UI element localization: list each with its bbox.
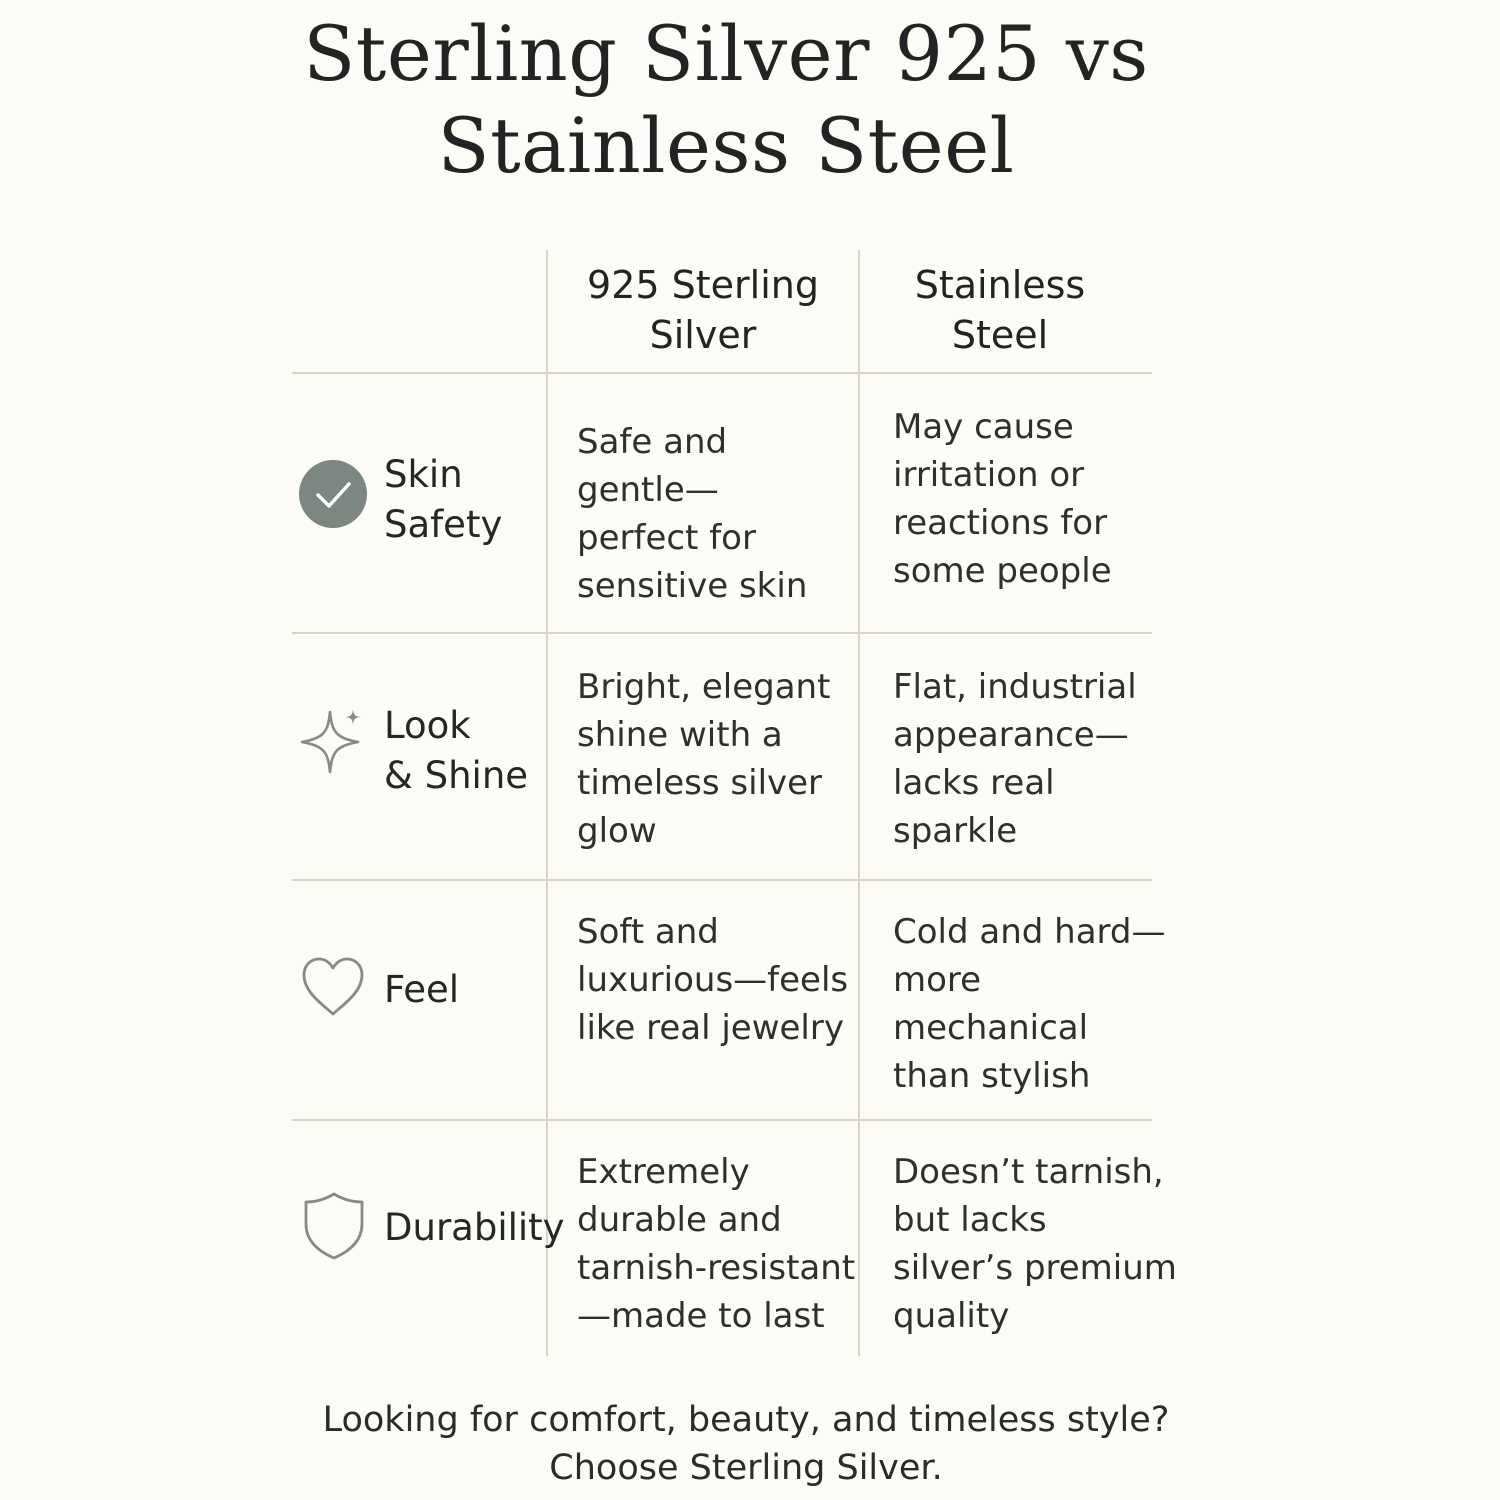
page-title-line-2: Stainless Steel	[437, 101, 1015, 190]
column-divider-2	[858, 250, 860, 1356]
cell-silver-look-shine: Bright, elegant shine with a timeless silver glow	[577, 667, 831, 851]
sparkle-icon	[300, 706, 366, 776]
cell-silver-skin-safety: Safe and gentle— perfect for sensitive skin	[577, 422, 808, 606]
row-label-feel: Feel	[384, 968, 460, 1011]
header-divider	[292, 372, 1152, 374]
cell-steel-look-shine: Flat, industrial appearance— lacks real sparkle	[893, 667, 1137, 851]
heart-icon	[300, 956, 366, 1018]
check-circle-icon	[298, 459, 368, 529]
page-title-line-1: Sterling Silver 925 vs	[303, 9, 1149, 98]
cell-steel-skin-safety: May cause irritation or reactions for some people	[893, 407, 1112, 591]
column-divider-1	[546, 250, 548, 1356]
row-divider-1	[292, 632, 1152, 634]
cell-steel-durability: Doesn’t tarnish, but lacks silver’s premium quality	[893, 1152, 1177, 1336]
row-label-skin-safety: Skin Safety	[384, 453, 503, 546]
cell-silver-durability: Extremely durable and tarnish-resistant —made to last	[577, 1152, 856, 1336]
page-title	[0, 8, 1452, 192]
footer-line-2: Choose Sterling Silver.	[549, 1448, 943, 1488]
cell-silver-feel: Soft and luxurious—feels like real jewelry	[577, 912, 849, 1048]
column-header-silver: 925 Sterling Silver	[587, 263, 819, 357]
row-label-look-shine: Look & Shine	[384, 704, 529, 797]
footer-callout	[0, 1396, 1492, 1492]
cell-steel-feel: Cold and hard— more mechanical than stylish	[893, 912, 1166, 1096]
shield-icon	[302, 1190, 366, 1262]
column-header-steel: Stainless Steel	[914, 263, 1086, 357]
footer-line-1: Looking for comfort, beauty, and timeless style?	[322, 1400, 1170, 1440]
row-divider-3	[292, 1119, 1152, 1121]
row-divider-2	[292, 879, 1152, 881]
row-label-durability: Durability	[384, 1206, 565, 1249]
